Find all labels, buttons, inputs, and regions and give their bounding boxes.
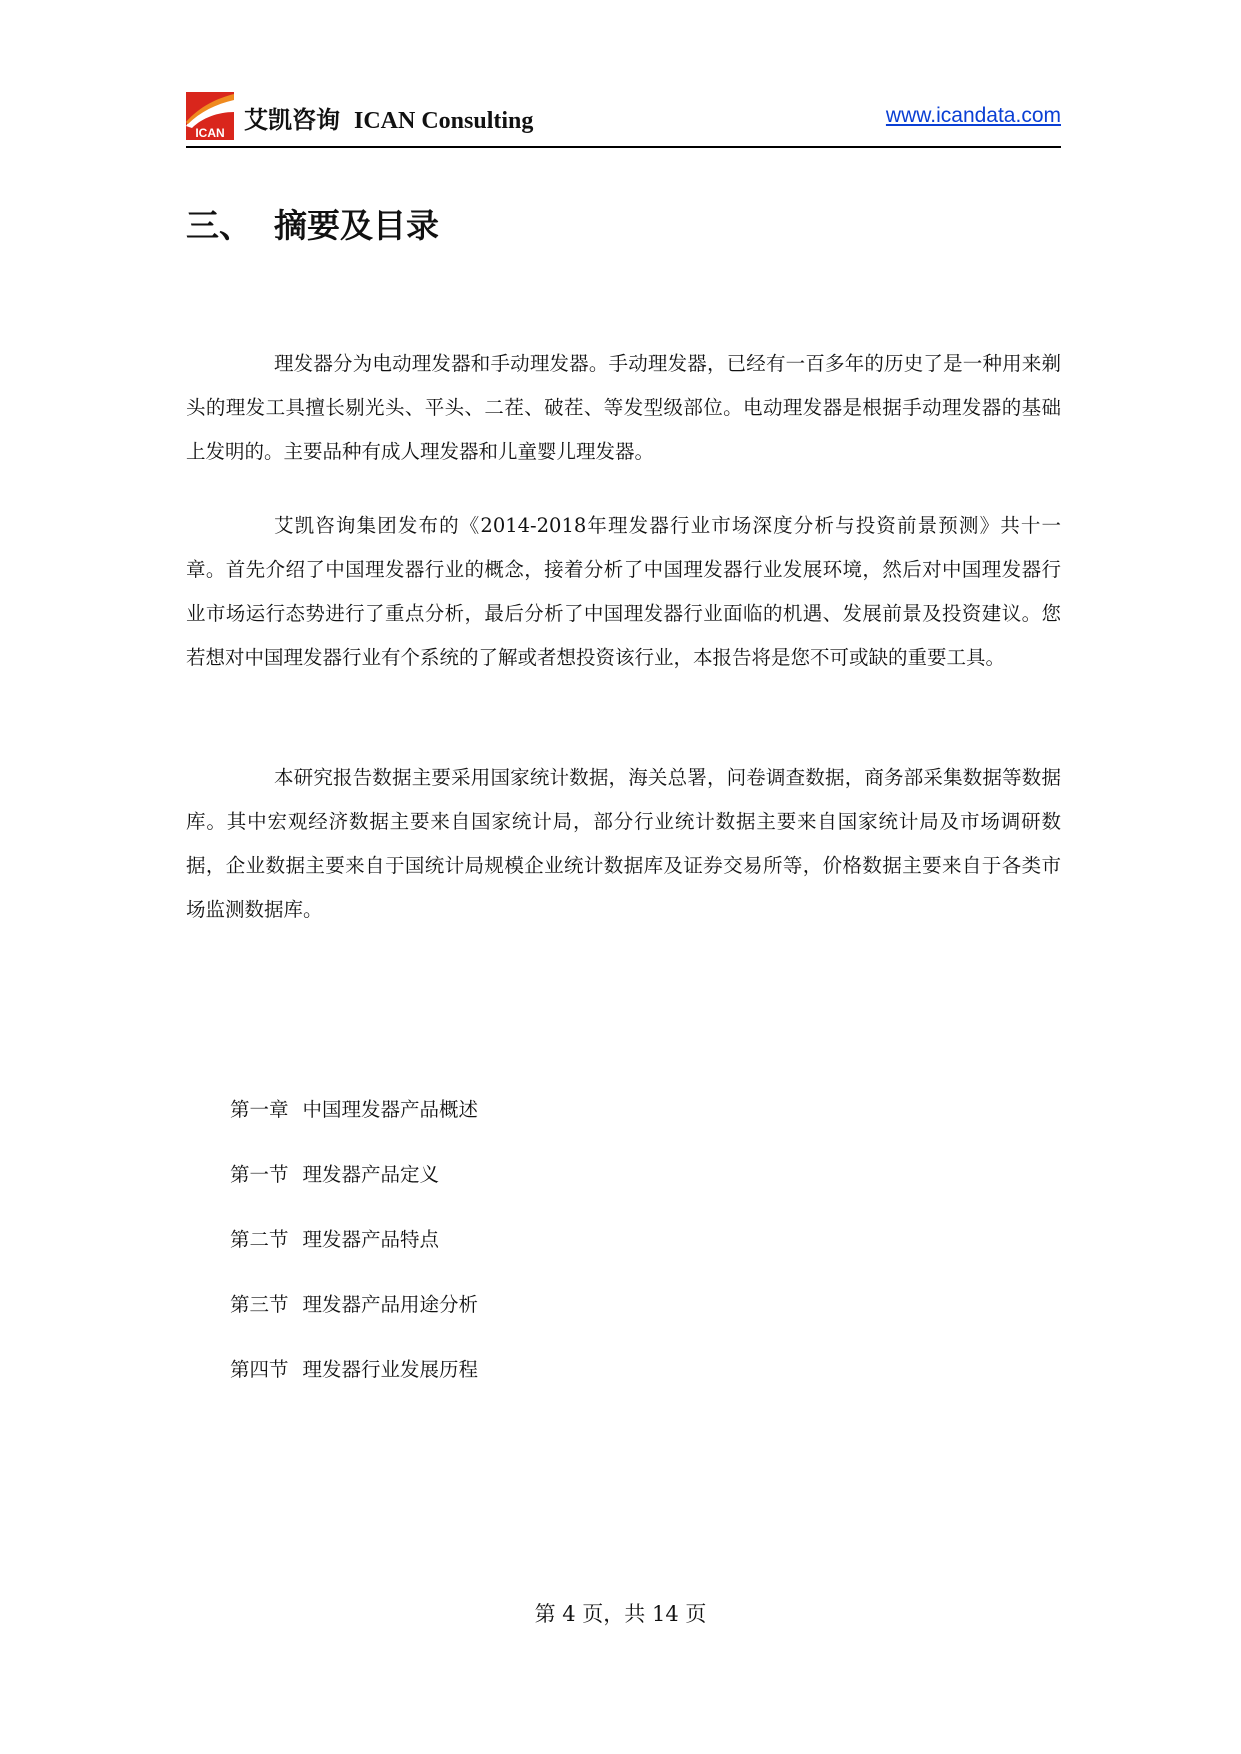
toc-title: 理发器产品用途分析 [302, 1293, 479, 1316]
toc-level: 第一章 [230, 1098, 289, 1121]
toc-item [230, 1353, 478, 1418]
page-header [186, 90, 1061, 148]
toc-level: 第二节 [230, 1228, 289, 1251]
toc-level: 第一节 [230, 1163, 289, 1186]
toc-item [230, 1223, 478, 1288]
brand-name-cn: 艾凯咨询 [244, 105, 340, 134]
toc-item [230, 1093, 478, 1158]
logo-text: ICAN [195, 126, 225, 140]
section-number: 三、 [186, 206, 252, 245]
toc-item [230, 1158, 478, 1223]
toc-title: 理发器行业发展历程 [302, 1358, 479, 1381]
section-title: 摘要及目录 [274, 206, 439, 245]
summary-paragraph-1: 理发器分为电动理发器和手动理发器。手动理发器，已经有一百多年的历史了是一种用来剃头的理发工具擅长剔光头、平头、二茬、破茬、等发型级部位。电动理发器是根据手动理发器的基础上发明的。主要品种有成人理发器和儿童婴儿理发器。 [186, 352, 1061, 463]
toc-level: 第三节 [230, 1293, 289, 1316]
toc-title: 中国理发器产品概述 [302, 1098, 479, 1121]
website-link[interactable]: www.icandata.com [885, 104, 1061, 127]
ican-logo-icon [186, 92, 234, 140]
summary-paragraph-3: 本研究报告数据主要采用国家统计数据，海关总署，问卷调查数据，商务部采集数据等数据库。其中宏观经济数据主要来自国家统计局，部分行业统计数据主要来自国家统计局及市场调研数据，企业数据主要来自于国统计局规模企业统计数据库及证券交易所等，价格数据主要来自于各类市场监测数据库。 [186, 766, 1061, 921]
section-heading [186, 200, 439, 247]
toc-title: 理发器产品定义 [302, 1163, 440, 1186]
brand-name [244, 100, 533, 135]
page-footer: 第 4 页，共 14 页 [534, 1602, 707, 1626]
toc-level: 第四节 [230, 1358, 289, 1381]
table-of-contents [230, 1093, 478, 1418]
summary-paragraph-2: 艾凯咨询集团发布的《2014-2018年理发器行业市场深度分析与投资前景预测》共十一章。首先介绍了中国理发器行业的概念，接着分析了中国理发器行业发展环境，然后对中国理发器行业市场运行态势进行了重点分析，最后分析了中国理发器行业面临的机遇、发展前景及投资建议。您若想对中国理发器行业有个系统的了解或者想投资该行业，本报告将是您不可或缺的重要工具。 [186, 514, 1061, 669]
toc-title: 理发器产品特点 [302, 1228, 440, 1251]
toc-item [230, 1288, 478, 1353]
brand-name-en: ICAN Consulting [354, 108, 534, 134]
